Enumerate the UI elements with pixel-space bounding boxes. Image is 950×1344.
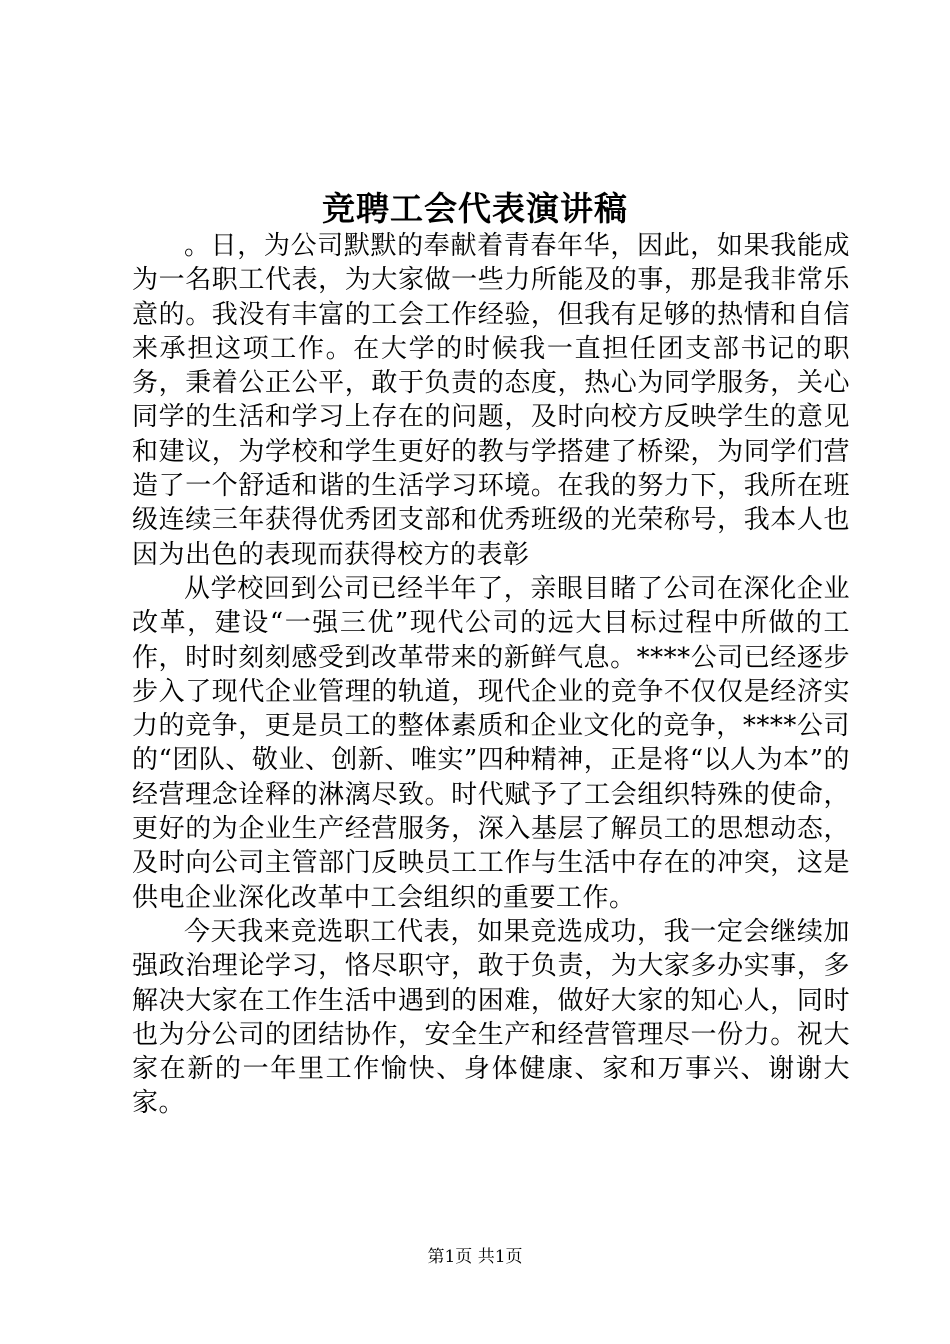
paragraph-1: 。日，为公司默默的奉献着青春年华，因此，如果我能成为一名职工代表，为大家做一些力所能及的事，那是我非常乐意的。我没有丰富的工会工作经验，但我有足够的热情和自信来承担这项工作。在大学的时候我一直担任团支部书记的职务，秉着公正公平，敢于负责的态度，热心为同学服务，关心同学的生活和学习上存在的问题，及时向校方反映学生的意见和建议，为学校和学生更好的教与学搭建了桥梁，为同学们营造了一个舒适和谐的生活学习环境。在我的努力下，我所在班级连续三年获得优秀团支部和优秀班级的光荣称号，我本人也因为出色的表现而获得校方的表彰 — [132, 231, 850, 570]
paragraph-3: 今天我来竞选职工代表，如果竞选成功，我一定会继续加强政治理论学习，恪尽职守，敢于负责，为大家多办实事，多解决大家在工作生活中遇到的困难，做好大家的知心人，同时也为分公司的团结协作，安全生产和经营管理尽一份力。祝大家在新的一年里工作愉快、身体健康、家和万事兴、谢谢大家。 — [132, 916, 850, 1119]
page-title: 竞聘工会代表演讲稿 — [322, 189, 628, 228]
document-body — [132, 229, 850, 1121]
page-footer: 第1页 共1页 — [427, 1247, 523, 1267]
paragraph-2: 从学校回到公司已经半年了，亲眼目睹了公司在深化企业改革，建设“一强三优”现代公司的远大目标过程中所做的工作，时时刻刻感受到改革带来的新鲜气息。****公司已经逐步步入了现代企业管理的轨道，现代企业的竞争不仅仅是经济实力的竞争，更是员工的整体素质和企业文化的竞争，****公司的“团队、敬业、创新、唯实”四种精神，正是将“以人为本”的经营理念诠释的淋漓尽致。时代赋予了工会组织特殊的使命，更好的为企业生产经营服务，深入基层了解员工的思想动态，及时向公司主管部门反映员工工作与生活中存在的冲突，这是供电企业深化改革中工会组织的重要工作。 — [132, 573, 850, 913]
